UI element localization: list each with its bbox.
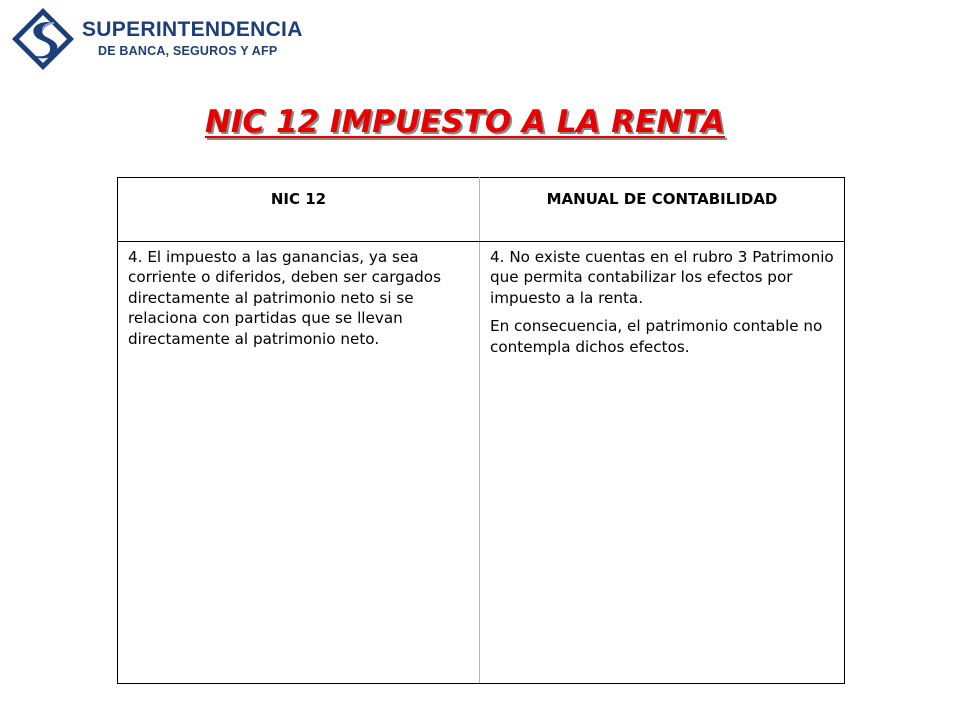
comparison-table xyxy=(117,177,845,684)
cell-paragraph: En consecuencia, el patrimonio contable no contempla dichos efectos. xyxy=(490,317,823,356)
cell-paragraph: 4. El impuesto a las ganancias, ya sea corriente o diferidos, deben ser cargados directamente al patrimonio neto si se relaciona con partidas que se llevan directamente al patrimonio neto. xyxy=(128,248,441,348)
logo-name: SUPERINTENDENCIA xyxy=(82,18,303,41)
table-header-row xyxy=(118,178,845,242)
column-header-label: NIC 12 xyxy=(270,190,327,208)
sbs-logo xyxy=(10,4,310,74)
sbs-logo-icon xyxy=(10,6,76,72)
cell-nic12 xyxy=(118,242,480,684)
logo-subtitle: DE BANCA, SEGUROS Y AFP xyxy=(98,44,278,58)
column-header-label: MANUAL DE CONTABILIDAD xyxy=(546,190,778,208)
slide-title: NIC 12 IMPUESTO A LA RENTA xyxy=(204,104,726,140)
table-row xyxy=(118,242,845,684)
column-header-manual xyxy=(480,178,845,242)
cell-manual xyxy=(480,242,845,684)
column-header-nic12 xyxy=(118,178,480,242)
cell-paragraph: 4. No existe cuentas en el rubro 3 Patrimonio que permita contabilizar los efectos por impuesto a la renta. xyxy=(490,248,834,307)
